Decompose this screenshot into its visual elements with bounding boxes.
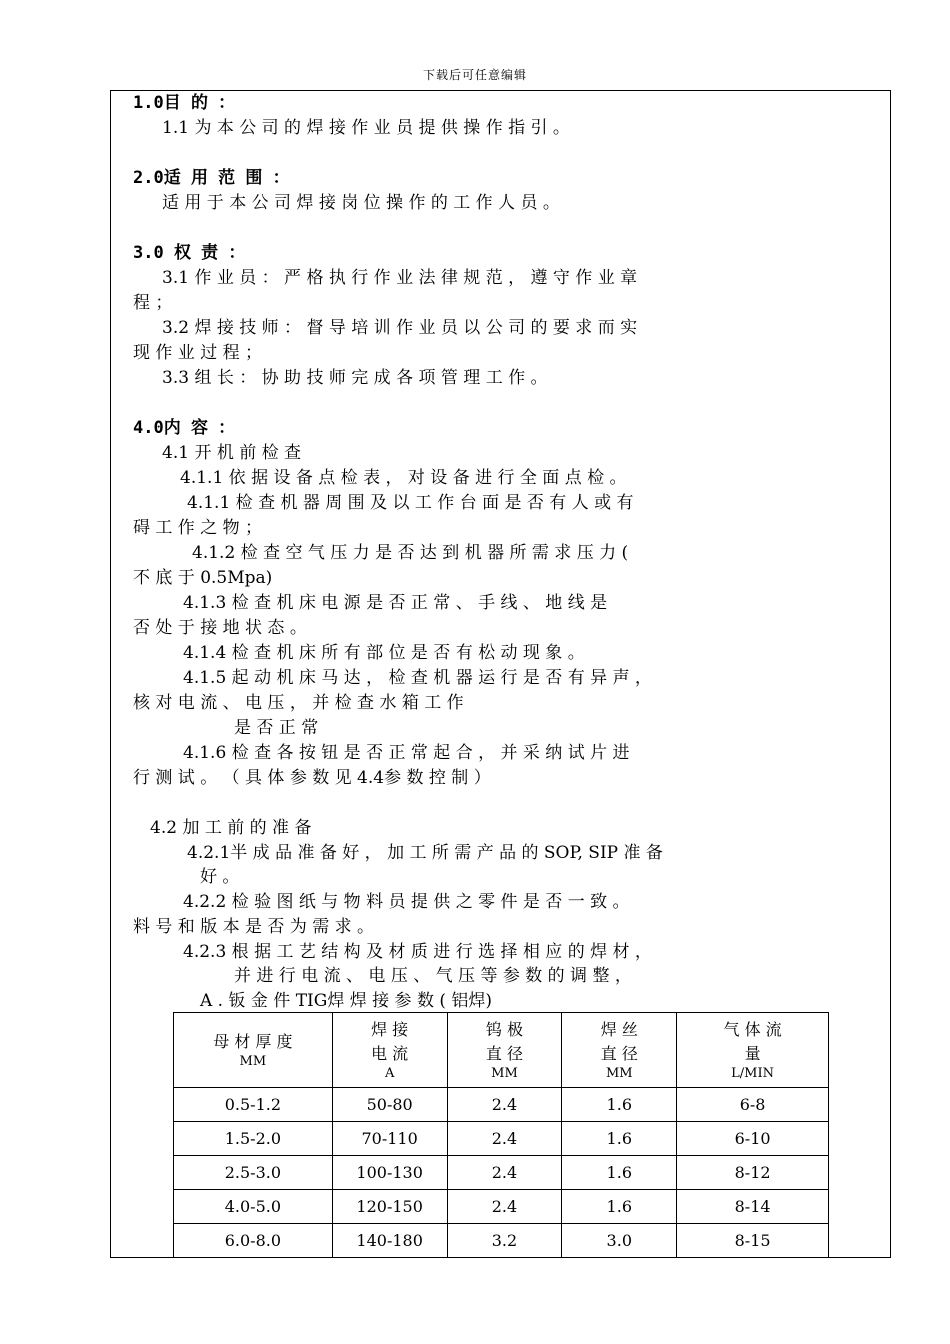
doc-line: 是 否 正 常	[234, 718, 319, 738]
table-cell: 3.0	[562, 1224, 677, 1258]
table-cell: 6.0-8.0	[174, 1224, 333, 1258]
doc-line: 4.1.2 检 查 空 气 压 力 是 否 达 到 机 器 所 需 求 压 力 (	[192, 543, 629, 563]
header-label: 钨 极 直 径	[485, 1020, 524, 1063]
header-unit: MM	[239, 1054, 267, 1069]
doc-line: 核 对 电 流 、 电 压 ， 并 检 查 水 箱 工 作	[133, 693, 464, 713]
table-header-row	[174, 1013, 829, 1088]
doc-line: 4.2.3 根 据 工 艺 结 构 及 材 质 进 行 选 择 相 应 的 焊 材 ，	[183, 942, 652, 962]
section-2-title: 2.0适 用 范 围 ：	[133, 168, 290, 188]
table-cell: 8-15	[677, 1224, 829, 1258]
doc-line: 程 ；	[133, 293, 173, 313]
header-unit: MM	[605, 1066, 633, 1081]
table-cell: 120-150	[332, 1190, 447, 1224]
table-row	[174, 1224, 829, 1258]
doc-line: 不 底 于 0.5Mpa)	[133, 568, 273, 588]
page-header: 下载后可任意编辑	[422, 68, 527, 82]
table-cell: 2.4	[447, 1088, 562, 1122]
table-caption: A . 钣 金 件 TIG焊 焊 接 参 数 ( 铝焊)	[200, 991, 493, 1011]
doc-line: 4.1.1 依 据 设 备 点 检 表 ， 对 设 备 进 行 全 面 点 检 。	[180, 468, 627, 488]
table-row	[174, 1156, 829, 1190]
header-unit: MM	[491, 1066, 518, 1081]
doc-line: 3.2 焊 接 技 师 ： 督 导 培 训 作 业 员 以 公 司 的 要 求 而 实	[162, 318, 638, 338]
doc-line: 现 作 业 过 程 ；	[133, 343, 263, 363]
header-thickness	[174, 1013, 333, 1088]
table-cell: 4.0-5.0	[174, 1190, 333, 1224]
table-cell: 140-180	[332, 1224, 447, 1258]
table-cell: 2.4	[447, 1190, 562, 1224]
tig-parameter-table	[173, 1012, 829, 1258]
doc-line: 并 进 行 电 流 、 电 压 、 气 压 等 参 数 的 调 整 ，	[234, 966, 632, 986]
table-cell: 2.5-3.0	[174, 1156, 333, 1190]
doc-line: 4.1.1 检 查 机 器 周 围 及 以 工 作 台 面 是 否 有 人 或 有	[187, 493, 634, 513]
doc-line: 4.2.2 检 验 图 纸 与 物 料 员 提 供 之 零 件 是 否 一 致 。	[183, 892, 630, 912]
doc-line: 好 。	[200, 867, 240, 887]
table-row	[174, 1122, 829, 1156]
doc-line: 4.1 开 机 前 检 查	[162, 443, 302, 463]
doc-line: 行 测 试 。 （ 具 体 参 数 见 4.4参 数 控 制 ）	[133, 768, 491, 788]
header-current	[332, 1013, 447, 1088]
table-cell: 1.6	[562, 1156, 677, 1190]
table-cell: 1.6	[562, 1190, 677, 1224]
header-label: 气 体 流 量	[723, 1020, 782, 1063]
header-label: 焊 接 电 流	[371, 1020, 409, 1063]
header-label: 焊 丝 直 径	[600, 1020, 638, 1063]
table-cell: 1.6	[562, 1088, 677, 1122]
table-row	[174, 1088, 829, 1122]
doc-line: 适 用 于 本 公 司 焊 接 岗 位 操 作 的 工 作 人 员 。	[162, 193, 560, 213]
table-cell: 6-8	[677, 1088, 829, 1122]
doc-line: 3.1 作 业 员 ： 严 格 执 行 作 业 法 律 规 范 ， 遵 守 作 业 章	[162, 268, 638, 288]
header-unit: L/MIN	[731, 1066, 775, 1081]
section-1-title: 1.0目 的 ：	[133, 93, 236, 113]
doc-line: 4.2.1半 成 品 准 备 好 ， 加 工 所 需 产 品 的 SOP, SIP 准 备	[187, 843, 663, 863]
doc-line: 4.2 加 工 前 的 准 备	[150, 818, 312, 838]
doc-line: 4.1.3 检 查 机 床 电 源 是 否 正 常 、 手 线 、 地 线 是	[183, 593, 608, 613]
table-cell: 8-12	[677, 1156, 829, 1190]
header-gas-flow	[677, 1013, 829, 1088]
section-3-title: 3.0 权 责 ：	[133, 243, 246, 263]
table-cell: 1.6	[562, 1122, 677, 1156]
doc-line: 否 处 于 接 地 状 态 。	[133, 618, 307, 638]
header-wire-diameter	[562, 1013, 677, 1088]
table-cell: 2.4	[447, 1122, 562, 1156]
table-cell: 1.5-2.0	[174, 1122, 333, 1156]
header-label: 母 材 厚 度	[213, 1032, 293, 1051]
table-row	[174, 1190, 829, 1224]
table-cell: 100-130	[332, 1156, 447, 1190]
section-4-title: 4.0内 容 ：	[133, 418, 236, 438]
table-cell: 3.2	[447, 1224, 562, 1258]
table-cell: 70-110	[332, 1122, 447, 1156]
table-cell: 50-80	[332, 1088, 447, 1122]
table-cell: 8-14	[677, 1190, 829, 1224]
doc-line: 4.1.5 起 动 机 床 马 达 ， 检 查 机 器 运 行 是 否 有 异 声 ，	[183, 668, 652, 688]
header-unit: A	[384, 1066, 395, 1081]
doc-line: 4.1.4 检 查 机 床 所 有 部 位 是 否 有 松 动 现 象 。	[183, 643, 585, 663]
table-cell: 6-10	[677, 1122, 829, 1156]
doc-line: 3.3 组 长 ： 协 助 技 师 完 成 各 项 管 理 工 作 。	[162, 368, 548, 388]
table-cell: 0.5-1.2	[174, 1088, 333, 1122]
doc-line: 碍 工 作 之 物 ；	[133, 518, 263, 538]
header-tungsten-diameter	[447, 1013, 562, 1088]
table-cell: 2.4	[447, 1156, 562, 1190]
doc-line: 料 号 和 版 本 是 否 为 需 求 。	[133, 917, 375, 937]
doc-line: 4.1.6 检 查 各 按 钮 是 否 正 常 起 合 ， 并 采 纳 试 片 进	[183, 743, 630, 763]
doc-line: 1.1 为 本 公 司 的 焊 接 作 业 员 提 供 操 作 指 引 。	[162, 118, 570, 138]
